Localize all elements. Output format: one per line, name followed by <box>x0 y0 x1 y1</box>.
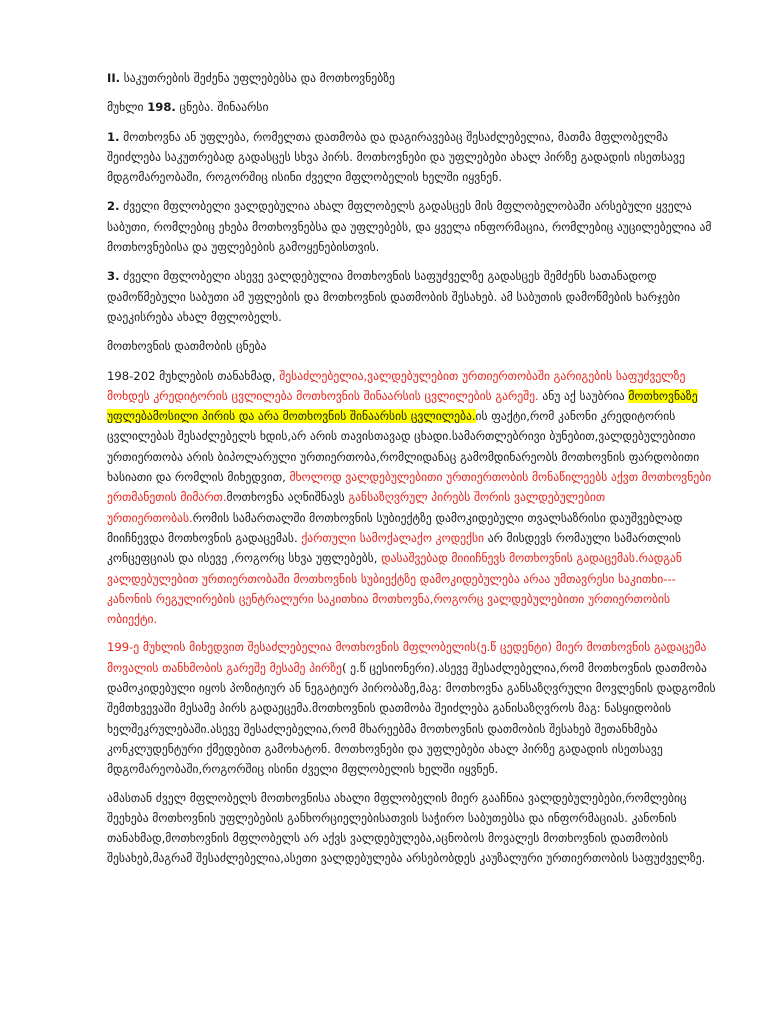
emphasized-text-red: ქართული სამოქალაქო კოდექსი <box>301 530 485 545</box>
paragraph-number: 1. <box>107 129 120 144</box>
section-number: II. <box>107 71 121 85</box>
emphasized-text-red: შესაძლებელია,ვალდებულებით ურთიერთობაში გარიგების საფუძველზე მოხდეს კრედიტორის ცვლილება მოთხოვნის შინაარსის ცვლილების გარეშე. <box>107 368 686 403</box>
paragraph-text: მოთხოვნა ან უფლება, რომელთა დათმობა და დაგირავებაც შესაძლებელია, მათმა მფლობელმა შეიძლება საკუთრებად გადასცეს სხვა პირს. მოთხოვნები და უფლებები ახალ პირზე გადადის ისეთსავე მდგომარეობაში, როგორშიც ისინი ძველი მფლობელის ხელში იყვნენ. <box>107 129 685 185</box>
body-text: 198-202 მუხლების თანახმად, <box>107 368 280 383</box>
emphasized-text-red: მხოლოდ ვალდებულებითი ურთიერთობის მონაწილეებს აქვთ მოთხოვნები ერთმანეთის მიმართ. <box>107 470 712 505</box>
section-heading <box>107 68 717 88</box>
body-text: ის ფაქტი,რომ კანონი კრედიტორის ცვლილებას შესაძლებელს ხდის,არ არის თავისთავად ცხადი.სამართლებრივი ბუნებით,ვალდებულებითი ურთიერთობა არის ბიპოლარული ურთიერთობა,რომლიდანაც გამომდინარეობს მოთხოვნის ფარდობითი ხასიათი და რომლის მიხედვით, <box>107 409 700 485</box>
article-heading <box>107 97 717 117</box>
paragraph-text: ძველი მფლობელი ასევე ვალდებულია მოთხოვნის საფუძველზე გადასცეს შემძენს სათანადოდ დამოწმებული საბუთი ამ უფლების და მოთხოვნის დათმობის შესახებ. ამ საბუთის დამოწმების ხარჯები დაეკისრება ახალ მფლობელს. <box>107 269 681 324</box>
emphasized-text-red: 199-ე მუხლის მიხედვით შესაძლებელია მოთხოვნის მფლობელის(ე.წ ცედენტი) მიერ მოთხოვნის გადაცემა მოვალის თანხმობის გარეშე მესამე პირზე <box>107 640 707 675</box>
body-paragraph-3: ამასთან ძველ მფლობელს მოთხოვნისა ახალი მფლობელის მიერ გააჩნია ვალდებულებები,რომლებიც შეეხება მოთხოვნის უფლებების განხორციელებისათვის საჭირო საბუთებსა და ინფორმაციას. კანონის თანახმად,მოთხოვნის მფლობელს არ აქვს ვალდებულება,აცნობოს მოვალეს მოთხოვნის დათმობის შესახებ,მაგრამ შესაძლებელია,ასეთი ვალდებულება არსებობდეს კაუზალური ურთიერთობის საფუძველზე. <box>107 790 706 866</box>
paragraph-number: 3. <box>107 269 120 284</box>
highlighted-text: მოთხოვნაზე უფლებამოსილი პირის და არა მოთხოვნის შინაარსის ცვლილება. <box>107 388 698 424</box>
body-paragraph-2 <box>107 637 717 779</box>
body-paragraph-1 <box>107 366 717 630</box>
paragraph-2 <box>107 196 717 257</box>
concept-heading: მოთხოვნის დათმობის ცნება <box>107 339 267 354</box>
document-page <box>107 68 717 878</box>
body-text: ( ე.წ ცესიონერი).ასევე შესაძლებელია,რომ მოთხოვნის დათმობა დამოკიდებული იყოს პოზიტიურ ან ნეგატიურ პირობაზე,მაგ: მოთხოვნა განსაზღვრული მოვლენის დადგომის შემთხვევაში მესამე პირს გადაეცემა.მოთხოვნის დათმობა შეიძლება განისაზღვროს მაგ: ნასყიდობის ხელშეკრულებაში.ასევე შესაძლებელია,რომ მხარეებმა მოთხოვნის დათმობის შესახებ შეთანხმება კონკლუდენტური ქმედებით გამოხატონ. მოთხოვნები და უფლებები ახალ პირზე გადადის ისეთსავე მდგომარეობაში,როგორშიც ისინი ძველი მფლობელის ხელში იყვნენ. <box>107 660 716 777</box>
article-number: 198. <box>147 100 176 115</box>
body-text: რომის სამართალში მოთხოვნის სუბიექტზე დამოკიდებული თვალსაზრისი დაუშვებლად მიიჩნევდა მოთხოვნის გადაცემას. <box>107 510 683 545</box>
body-text: არ მისდევს რომაული სამართლის კონცეფციას და ისევე ,როგორც სხვა უფლებებს, <box>107 530 681 566</box>
paragraph-text: ძველი მფლობელი ვალდებულია ახალ მფლობელს გადასცეს მის მფლობელობაში არსებული ყველა საბუთი, რომლებიც ეხება მოთხოვნებსა და უფლებებს, და ყველა ინფორმაცია, რომლებიც აუცილებელია ამ მოთხოვნებისა და უფლებების გამოყენებისთვის. <box>107 199 712 255</box>
paragraph-number: 2. <box>107 199 120 214</box>
paragraph-3 <box>107 266 717 327</box>
article-title: ცნება. შინაარსი <box>175 100 269 115</box>
body-text: ანუ აქ საუბრია <box>538 388 629 403</box>
body-text: მოთხოვნა აღნიშნავს <box>226 490 349 505</box>
article-prefix: მუხლი <box>107 100 148 115</box>
emphasized-text-red: დასაშვებად მიიიჩნევს მოთხოვნის გადაცემას.რადგან ვალდებულებით ურთიერთობაში მოთხოვნის სუბიექტზე დამოკიდებულება არაა უმთავრესი საკითხი--- კანონის რეგულირების ცენტრალური საკითხია მოთხოვნა,როგორც ვალდებულებითი ურთიერთობის ობიექტი. <box>107 551 682 627</box>
emphasized-text-red: განსაზღვრულ პირებს შორის ვალდებულებით ურთიერთობას. <box>107 490 606 525</box>
section-title: საკუთრების შეძენა უფლებებსა და მოთხოვნებზე <box>120 71 395 85</box>
paragraph-1 <box>107 127 717 188</box>
